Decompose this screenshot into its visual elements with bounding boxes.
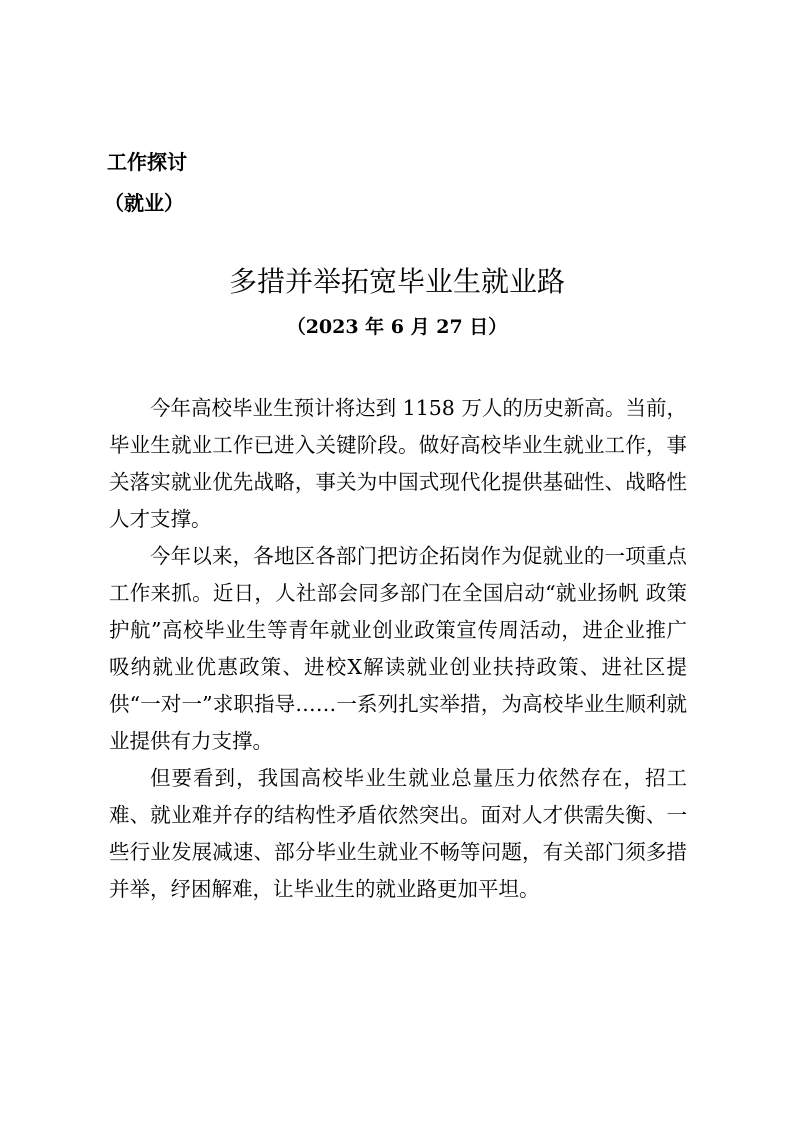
paragraph: 今年高校毕业生预计将达到 1158 万人的历史新高。当前，毕业生就业工作已进入关键阶段。做好高校毕业生就业工作，事关落实就业优先战略，事关为中国式现代化提供基础性、战略性人才支撑。 [109,396,687,531]
document-body [109,390,687,908]
paragraph: 今年以来，各地区各部门把访企拓岗作为促就业的一项重点工作来抓。近日，人社部会同多部门在全国启动“就业扬帆 政策护航”高校毕业生等青年就业创业政策宣传周活动，进企业推广吸纳就业优惠政策、进校X解读就业创业扶持政策、进社区提供“一对一”求职指导……一系列扎实举措，为高校毕业生顺利就业提供有力支撑。 [109,544,687,753]
document-date: （2023 年 6 月 27 日） [286,316,508,338]
document-subcategory: （就业） [104,191,184,215]
paragraph: 但要看到，我国高校毕业生就业总量压力依然存在，招工难、就业难并存的结构性矛盾依然突出。面对人才供需失衡、一些行业发展减速、部分毕业生就业不畅等问题，有关部门须多措并举，纾困解难，让毕业生的就业路更加平坦。 [109,766,687,901]
document-title: 多措并举拓宽毕业生就业路 [228,265,565,298]
document-category: 工作探讨 [107,150,187,174]
